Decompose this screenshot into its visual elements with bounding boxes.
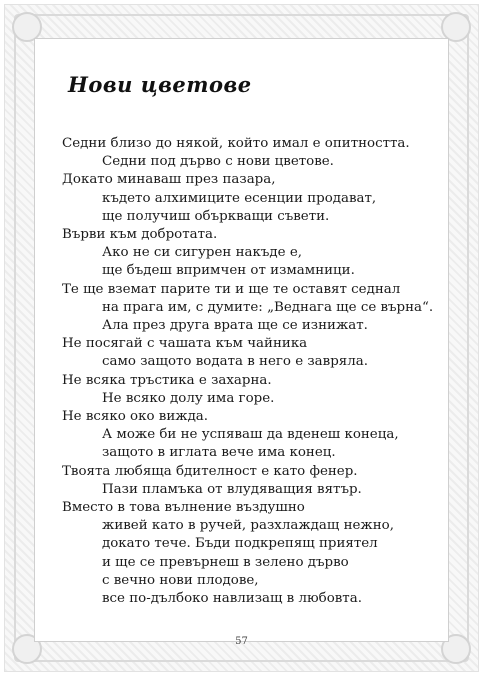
poem-line: Ала през друга врата ще се изнижат. xyxy=(102,318,368,334)
poem-line: Пази пламъка от влудяващия вятър. xyxy=(102,481,362,497)
page-content xyxy=(34,38,449,647)
poem-line: докато тече. Бъди подкрепящ приятел xyxy=(102,536,378,552)
poem-line: Те ще вземат парите ти и ще те оставят седнал xyxy=(62,281,401,297)
poem-line: и ще се превърнеш в зелено дърво xyxy=(102,554,349,570)
poem-line: ще получиш объркващи съвети. xyxy=(102,208,330,224)
poem-title: Нови цветове xyxy=(68,72,252,97)
poem-line: Седни под дърво с нови цветове. xyxy=(102,154,334,170)
poem-line: ще бъдеш впримчен от измамници. xyxy=(102,263,355,279)
poem-line: на прага им, с думите: „Веднага ще се върна“. xyxy=(102,299,434,315)
poem-line: Ако не си сигурен накъде е, xyxy=(102,245,303,261)
poem-line: живей като в ручей, разхлаждащ нежно, xyxy=(102,518,394,534)
poem-line: Не посягай с чашата към чайника xyxy=(62,336,308,352)
poem-line: Вместо в това вълнение въздушно xyxy=(62,500,305,516)
poem-line: където алхимиците есенции продават, xyxy=(102,190,377,206)
poem-line: Твоята любяща бдителност е като фенер. xyxy=(62,463,358,479)
poem-line: само защото водата в него е завряла. xyxy=(102,354,368,370)
poem-line: Не всяко око вижда. xyxy=(62,409,209,425)
poem-line: А може би не успяваш да вденеш конеца, xyxy=(102,427,399,443)
page-number: 57 xyxy=(235,636,248,647)
poem-line: Не всяко долу има горе. xyxy=(102,390,275,406)
poem-line: Седни близо до някой, който имал е опитността. xyxy=(62,136,410,151)
poem-line: защото в иглата вече има конец. xyxy=(102,445,336,461)
poem-line: Върви към добротата. xyxy=(62,227,218,243)
poem-line: с вечно нови плодове, xyxy=(102,572,259,588)
poem-line: Докато минаваш през пазара, xyxy=(62,172,276,188)
poem-line: Не всяка тръстика е захарна. xyxy=(62,372,272,388)
poem-body xyxy=(62,135,433,608)
poem-line: все по-дълбоко навлизащ в любовта. xyxy=(102,591,362,607)
